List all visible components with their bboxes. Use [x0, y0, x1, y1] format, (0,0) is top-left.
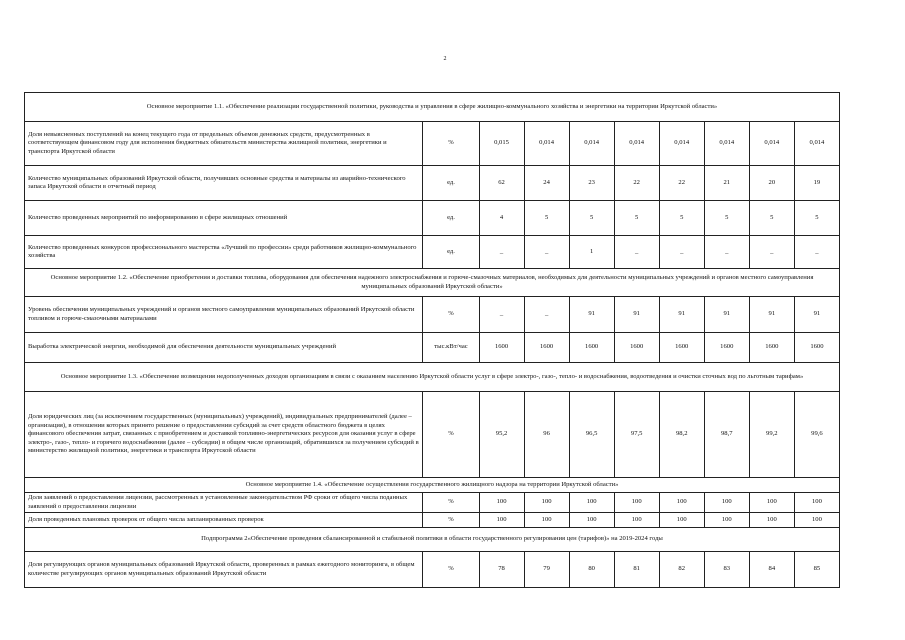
table-row	[25, 513, 840, 528]
value-cell: _	[704, 236, 749, 269]
section-header-row	[25, 478, 840, 493]
value-cell: 91	[704, 297, 749, 333]
value-cell: 1600	[569, 333, 614, 363]
section-title: Подпрограмма 2«Обеспечение проведения сбалансированной и стабильной политики в области государственного регулирования цен (тарифов)» на 2019-2024 годы	[25, 528, 840, 552]
table-row	[25, 392, 840, 478]
table-row	[25, 493, 840, 513]
indicator-name: Количество проведенных мероприятий по информированию в сфере жилищных отношений	[25, 201, 423, 236]
value-cell: 0,014	[524, 122, 569, 166]
value-cell: _	[614, 236, 659, 269]
value-cell: 5	[704, 201, 749, 236]
table-row	[25, 166, 840, 201]
value-cell: 62	[479, 166, 524, 201]
indicator-name: Доля регулирующих органов муниципальных образований Иркутской области, проверенных в рамках ежегодного мониторинга, в общем количестве регулирующих органов муниципальных образований Иркутской области	[25, 552, 423, 588]
value-cell: 1600	[794, 333, 839, 363]
table-row	[25, 333, 840, 363]
value-cell: 82	[659, 552, 704, 588]
value-cell: _	[749, 236, 794, 269]
value-cell: _	[479, 236, 524, 269]
unit-cell: ед.	[423, 236, 479, 269]
section-title: Основное мероприятие 1.1. «Обеспечение реализации государственной политики, руководства и управления в сфере жилищно-коммунального хозяйства и энергетики на территории Иркутской области»	[25, 93, 840, 122]
value-cell: 96	[524, 392, 569, 478]
value-cell: 85	[794, 552, 839, 588]
indicator-name: Уровень обеспечения муниципальных учреждений и органов местного самоуправления муниципальных образований Иркутской области топливом и горюче-смазочными материалами	[25, 297, 423, 333]
value-cell: 98,2	[659, 392, 704, 478]
value-cell: 19	[794, 166, 839, 201]
value-cell: 100	[659, 493, 704, 513]
section-title: Основное мероприятие 1.4. «Обеспечение осуществления государственного жилищного надзора на территории Иркутской области»	[25, 478, 840, 493]
unit-cell: ед.	[423, 166, 479, 201]
value-cell: 0,014	[569, 122, 614, 166]
value-cell: 100	[569, 493, 614, 513]
value-cell: 91	[749, 297, 794, 333]
value-cell: 5	[569, 201, 614, 236]
value-cell: 5	[659, 201, 704, 236]
value-cell: _	[524, 236, 569, 269]
unit-cell: %	[423, 392, 479, 478]
value-cell: 91	[794, 297, 839, 333]
section-header-row	[25, 93, 840, 122]
value-cell: 84	[749, 552, 794, 588]
indicator-name: Доля проведенных плановых проверок от общего числа запланированных проверок	[25, 513, 423, 528]
value-cell: 1600	[749, 333, 794, 363]
table-row	[25, 552, 840, 588]
value-cell: 0,014	[614, 122, 659, 166]
unit-cell: %	[423, 122, 479, 166]
value-cell: 100	[659, 513, 704, 528]
unit-cell: %	[423, 493, 479, 513]
value-cell: 98,7	[704, 392, 749, 478]
value-cell: 5	[794, 201, 839, 236]
value-cell: 24	[524, 166, 569, 201]
value-cell: 78	[479, 552, 524, 588]
value-cell: 100	[749, 513, 794, 528]
page-number: 2	[443, 56, 447, 62]
indicator-name: Выработка электрической энергии, необходимой для обеспечения деятельности муниципальных учреждений	[25, 333, 423, 363]
value-cell: 1600	[524, 333, 569, 363]
unit-cell: ед.	[423, 201, 479, 236]
table-row	[25, 236, 840, 269]
value-cell: 100	[704, 493, 749, 513]
value-cell: 0,014	[794, 122, 839, 166]
value-cell: 100	[479, 513, 524, 528]
section-title: Основное мероприятие 1.2. «Обеспечение приобретения и доставки топлива, оборудования для обеспечения надежного электроснабжения и горюче-смазочных материалов, необходимых для деятельности муниципальных учреждений и органов местного самоуправления муниципальных образований Иркутской области»	[25, 269, 840, 297]
value-cell: 79	[524, 552, 569, 588]
value-cell: _	[524, 297, 569, 333]
section-header-row	[25, 528, 840, 552]
value-cell: 1600	[659, 333, 704, 363]
value-cell: 97,5	[614, 392, 659, 478]
indicator-name: Доля заявлений о предоставлении лицензии, рассмотренных в установленные законодательством РФ сроки от общего числа поданных заявлений о предоставлении лицензии	[25, 493, 423, 513]
table-row	[25, 297, 840, 333]
indicator-name: Доля невыясненных поступлений на конец текущего года от предельных объемов денежных средств, предусмотренных в соответствующем финансовом году для исполнения бюджетных обязательств министерства жилищной политики, энергетики и транспорта Иркутской области	[25, 122, 423, 166]
value-cell: 95,2	[479, 392, 524, 478]
value-cell: 100	[524, 493, 569, 513]
unit-cell: тыс.кВт/час	[423, 333, 479, 363]
value-cell: 5	[614, 201, 659, 236]
value-cell: 80	[569, 552, 614, 588]
value-cell: 99,2	[749, 392, 794, 478]
value-cell: 100	[614, 513, 659, 528]
value-cell: 23	[569, 166, 614, 201]
value-cell: 5	[524, 201, 569, 236]
unit-cell: %	[423, 513, 479, 528]
value-cell: 100	[479, 493, 524, 513]
value-cell: 91	[569, 297, 614, 333]
value-cell: 100	[794, 493, 839, 513]
indicator-name: Количество муниципальных образований Иркутской области, получивших основные средства и материалы из аварийно-технического запаса Иркутской области в отчетный период	[25, 166, 423, 201]
value-cell: 0,015	[479, 122, 524, 166]
table-row	[25, 201, 840, 236]
value-cell: 91	[659, 297, 704, 333]
value-cell: 100	[794, 513, 839, 528]
value-cell: _	[479, 297, 524, 333]
value-cell: 81	[614, 552, 659, 588]
value-cell: 100	[704, 513, 749, 528]
value-cell: 0,014	[749, 122, 794, 166]
value-cell: 1600	[704, 333, 749, 363]
value-cell: _	[659, 236, 704, 269]
value-cell: 91	[614, 297, 659, 333]
value-cell: 100	[569, 513, 614, 528]
value-cell: 96,5	[569, 392, 614, 478]
value-cell: 20	[749, 166, 794, 201]
value-cell: 22	[659, 166, 704, 201]
value-cell: 100	[524, 513, 569, 528]
value-cell: 21	[704, 166, 749, 201]
value-cell: 1	[569, 236, 614, 269]
value-cell: 100	[614, 493, 659, 513]
unit-cell: %	[423, 552, 479, 588]
indicator-name: Количество проведенных конкурсов профессионального мастерства «Лучший по профессии» среди работников жилищно-коммунального хозяйства	[25, 236, 423, 269]
value-cell: 1600	[614, 333, 659, 363]
section-header-row	[25, 269, 840, 297]
value-cell: 4	[479, 201, 524, 236]
section-header-row	[25, 363, 840, 392]
value-cell: 0,014	[704, 122, 749, 166]
value-cell: 100	[749, 493, 794, 513]
value-cell: 0,014	[659, 122, 704, 166]
indicator-name: Доля юридических лиц (за исключением государственных (муниципальных) учреждений), индивидуальных предпринимателей (далее – организация), в отношении которых принято решение о предоставлении субсидий за счет средств областного бюджета в целях финансового обеспечения затрат, связанных с приобретением и доставкой топливно-энергетических ресурсов для оказания услуг в сфере электро-, газо-, тепло- и горячего водоснабжения (далее – субсидии) в общем числе организаций, обратившихся за получением субсидий в министерство жилищной политики, энергетики и транспорта Иркутской области	[25, 392, 423, 478]
table-row	[25, 122, 840, 166]
value-cell: _	[794, 236, 839, 269]
section-title: Основное мероприятие 1.3. «Обеспечение возмещения недополученных доходов организациям в связи с оказанием населению Иркутской области услуг в сфере электро-, газо-, тепло- и водоснабжения, водоотведения и очистки сточных вод по льготным тарифам»	[25, 363, 840, 392]
indicators-table	[24, 92, 840, 588]
value-cell: 1600	[479, 333, 524, 363]
value-cell: 99,6	[794, 392, 839, 478]
value-cell: 83	[704, 552, 749, 588]
value-cell: 22	[614, 166, 659, 201]
unit-cell: %	[423, 297, 479, 333]
value-cell: 5	[749, 201, 794, 236]
